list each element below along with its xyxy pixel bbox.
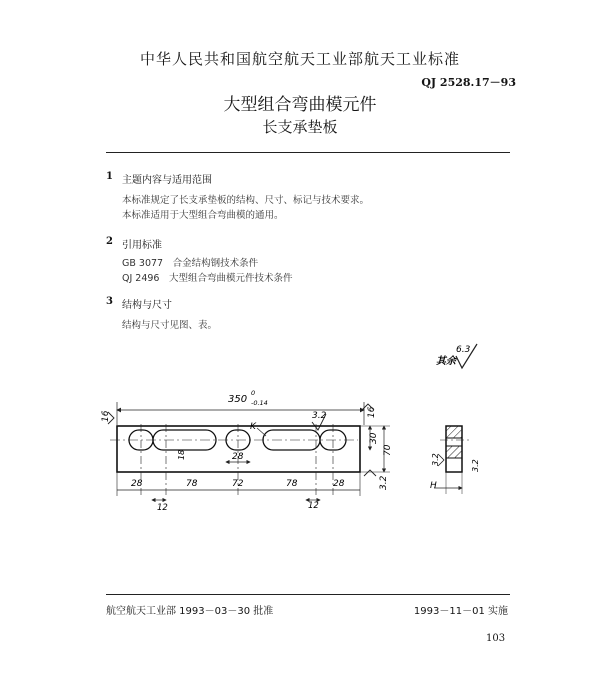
document-subtitle: 长支承垫板 bbox=[262, 118, 338, 136]
bottom-dim-5: 28 bbox=[333, 479, 345, 489]
bottom-dim-2: 78 bbox=[186, 479, 198, 489]
roughness-label: 其余 bbox=[436, 356, 456, 367]
section-1-line-2: 本标准适用于大型组合弯曲模的通用。 bbox=[122, 210, 284, 221]
roughness-left: 16 bbox=[101, 410, 111, 422]
slot-width-dim: 18 bbox=[177, 449, 186, 460]
tolerance-lower: -0.14 bbox=[251, 399, 268, 407]
slot-length-dim: 28 bbox=[232, 452, 244, 462]
roughness-top: 3.2 bbox=[312, 411, 327, 421]
section-1-line-1: 本标准规定了长支承垫板的结构、尺寸、标记与技术要求。 bbox=[122, 195, 370, 206]
bottom-dim-12-right: 12 bbox=[308, 501, 319, 511]
section-2-number: 2 bbox=[106, 236, 113, 247]
section-2-ref-2: QJ 2496 大型组合弯曲模元件技术条件 bbox=[122, 273, 293, 284]
height-30-dim: 30 bbox=[369, 432, 379, 444]
standard-number: QJ 2528.17－93 bbox=[421, 76, 516, 89]
bottom-dim-1: 28 bbox=[131, 479, 143, 489]
side-roughness-right: 3.2 bbox=[471, 459, 480, 472]
document-title: 大型组合弯曲模元件 bbox=[223, 95, 377, 115]
section-3-title: 结构与尺寸 bbox=[122, 300, 172, 311]
section-1-title: 主题内容与适用范围 bbox=[122, 175, 212, 186]
bottom-dim-3: 72 bbox=[232, 479, 244, 489]
roughness-value: 6.3 bbox=[456, 345, 471, 355]
roughness-right: 16 bbox=[367, 406, 377, 418]
height-70-dim: 70 bbox=[383, 444, 393, 456]
roughness-bottom: 3.2 bbox=[379, 475, 389, 490]
thickness-label-h: H bbox=[430, 481, 437, 491]
footer-divider bbox=[106, 594, 510, 595]
issuing-organization: 中华人民共和国航空航天工业部航天工业标准 bbox=[139, 50, 460, 68]
implementation-date: 1993－11－01 实施 bbox=[413, 606, 508, 617]
section-mark-k: K bbox=[250, 422, 256, 432]
section-2-ref-1: GB 3077 合金结构钢技术条件 bbox=[122, 258, 259, 269]
section-3-line-1: 结构与尺寸见图、表。 bbox=[122, 320, 218, 331]
bottom-dim-4: 78 bbox=[286, 479, 298, 489]
section-3-number: 3 bbox=[106, 296, 113, 307]
bottom-dim-12-left: 12 bbox=[157, 503, 168, 513]
approval-date: 航空航天工业部 1993－03－30 批准 bbox=[106, 606, 274, 617]
page-number: 103 bbox=[486, 633, 506, 644]
section-1-number: 1 bbox=[106, 171, 113, 182]
side-roughness-left: 3.2 bbox=[431, 453, 440, 466]
overall-length-value: 350 bbox=[228, 394, 248, 405]
tolerance-upper: 0 bbox=[251, 389, 256, 397]
section-2-title: 引用标准 bbox=[122, 240, 162, 251]
